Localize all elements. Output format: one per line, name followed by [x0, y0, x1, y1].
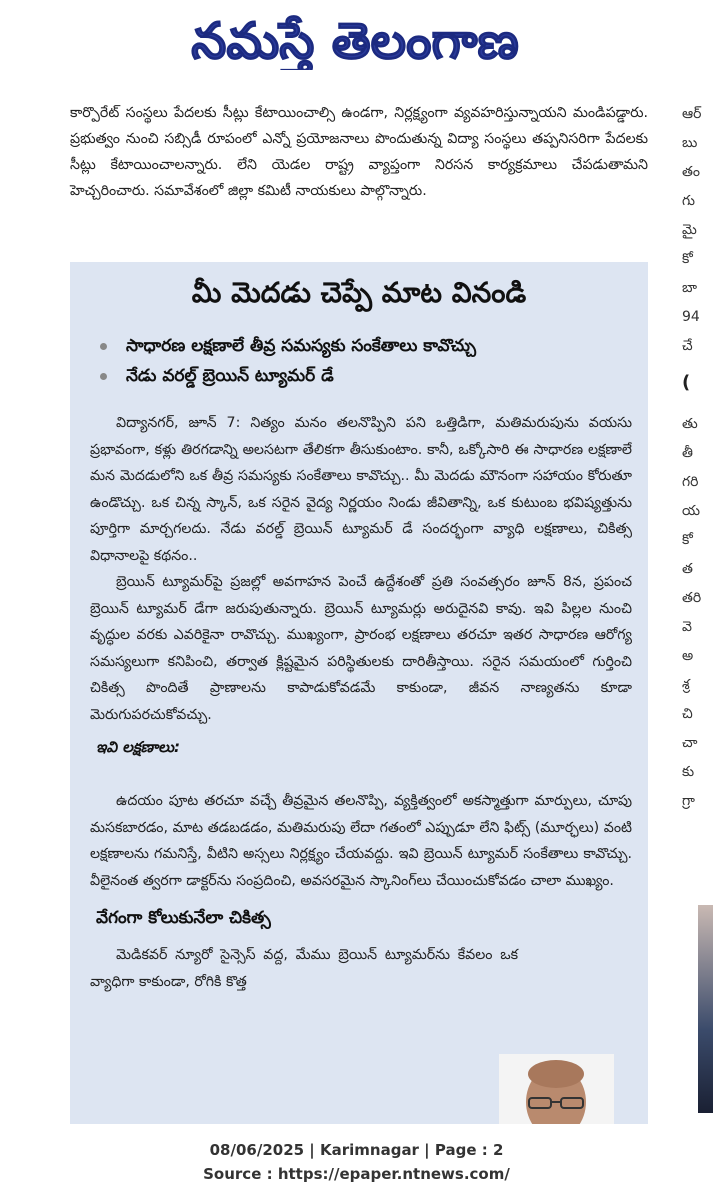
adjacent-line: య — [682, 503, 701, 519]
adjacent-line: ఆర్ — [682, 106, 702, 122]
adjacent-line: కు — [682, 764, 695, 780]
adjacent-line: మై — [682, 222, 697, 238]
doctor-portrait — [499, 1054, 614, 1124]
adjacent-line: చా — [682, 735, 698, 751]
symptoms-paragraph: ఉదయం పూట తరచూ వచ్చే తీవ్రమైన తలనొప్పి, వ్యక్తిత్వంలో అకస్మాత్తుగా మార్పులు, చూపు మసకబారడం, మాట తడబడడం, మతిమరుపు లేదా గతంలో ఎప్పుడూ లేని ఫిట్స్ (మూర్ఛలు) వంటి లక్షణాలను గమనిస్తే, వీటిని అస్సలు నిర్లక్ష్యం చేయవద్దు. ఇవి బ్రెయిన్ ట్యూమర్ సంకేతాలు కావొచ్చు. వీలైనంత త్వరగా డాక్టర్‌ను సంప్రదించి, అవసరమైన స్కానింగ్‌లు చేయించుకోవడం చాలా ముఖ్యం. — [90, 793, 632, 889]
adjacent-line: తీ — [682, 445, 693, 461]
article-paragraph: విద్యానగర్, జూన్ 7: నిత్యం మనం తలనొప్పిని పని ఒత్తిడిగా, మతిమరుపును వయసు ప్రభావంగా, కళ్లు తిరగడాన్ని అలసటగా తేలికగా తీసుకుంటాం. కానీ, ఒక్కోసారి ఈ సాధారణ లక్షణాలే మన మెదడులోని ఒక తీవ్ర సమస్యకు సంకేతాలు కావొచ్చు.. మీ మెదడు మౌనంగా సహాయం కోరుతూ ఉండొచ్చు. ఒక చిన్న స్కాన్, ఒక సరైన వైద్య నిర్ణయం నిండు జీవితాన్ని, ఒక కుటుంబ భవిష్యత్తును పూర్తిగా మార్చగలదు. నేడు వరల్డ్ బ్రెయిన్ ట్యూమర్ డే సందర్భంగా వ్యాధి లక్షణాలు, చికిత్స విధానాలపై కథనం.. — [90, 415, 632, 564]
adjacent-line: బు — [682, 135, 698, 151]
footer-edition: 08/06/2025 | Karimnagar | Page : 2 — [209, 1141, 504, 1159]
article-panel — [70, 262, 648, 1124]
adjacent-line: బా — [682, 280, 698, 296]
adjacent-column-bottom — [682, 410, 713, 816]
masthead-title: నమస్తే తెలంగాణ — [191, 12, 519, 70]
adjacent-line: త — [682, 561, 693, 577]
adjacent-line: 94 — [682, 309, 700, 325]
footer-source: Source : https://epaper.ntnews.com/ — [203, 1165, 510, 1183]
adjacent-line: తం — [682, 164, 700, 180]
intro-paragraph: కార్పొరేట్ సంస్థలు పేదలకు సీట్లు కేటాయించాల్సి ఉండగా, నిర్లక్ష్యంగా వ్యవహరిస్తున్నాయని మండిపడ్డారు. ప్రభుత్వం నుంచి సబ్సిడీ రూపంలో ఎన్నో ప్రయోజనాలు పొందుతున్న విద్యా సంస్థలు తప్పనిసరిగా పేదలకు సీట్లు కేటాయించాలన్నారు. లేని యెడల రాష్ట్ర వ్యాప్తంగా నిరసన కార్యక్రమాలు చేపడుతామని హెచ్చరించారు. సమావేశంలో జిల్లా కమిటీ నాయకులు పాల్గొన్నారు. — [70, 105, 648, 199]
masthead — [150, 4, 560, 70]
intro-text — [70, 100, 648, 204]
adjacent-line: గు — [682, 193, 696, 209]
adjacent-line: గరి — [682, 474, 699, 490]
adjacent-line: చే — [682, 338, 693, 354]
adjacent-line: తు — [682, 416, 698, 432]
adjacent-line: వె — [682, 619, 692, 635]
article-body — [90, 410, 632, 728]
article-headline: మీ మెదడు చెప్పే మాట వినండి — [191, 276, 527, 309]
doctor-photo — [499, 1054, 614, 1124]
adjacent-line: గ్రా — [682, 793, 695, 809]
adjacent-column-heading: ( — [682, 372, 691, 393]
treatment-paragraph: మెడికవర్ న్యూరో సైన్సెస్ వద్ద, మేము బ్రెయిన్ ట్యూమర్‌ను కేవలం ఒక వ్యాధిగా కాకుండా, రోగికి కొత్త — [90, 947, 518, 990]
subhead-symptoms: ఇవి లక్షణాలు: — [96, 738, 180, 756]
adjacent-line: తరి — [682, 590, 702, 606]
bullet-item: నేడు వరల్డ్ బ్రెయిన్ ట్యూమర్ డే — [100, 362, 648, 392]
adjacent-line: కో — [682, 251, 693, 267]
adjacent-line: కో — [682, 532, 693, 548]
symptoms-body — [90, 788, 632, 894]
article-paragraph: బ్రెయిన్ ట్యూమర్‌పై ప్రజల్లో అవగాహన పెంచే ఉద్దేశంతో ప్రతి సంవత్సరం జూన్ 8న, ప్రపంచ బ్రెయిన్ ట్యూమర్ డేగా జరుపుతున్నారు. బ్రెయిన్ ట్యూమర్లు అరుదైనవి కావు. ఇవి పిల్లల నుంచి వృద్ధుల వరకు ఎవరికైనా రావొచ్చు. ముఖ్యంగా, ప్రారంభ లక్షణాలు తరచూ ఇతర సాధారణ ఆరోగ్య సమస్యలుగా కనిపించి, తర్వాత క్లిష్టమైన పరిస్థితులకు దారితీస్తాయి. సరైన సమయంలో గుర్తించి చికిత్స పొందితే ప్రాణాలను కాపాడుకోవడమే కాకుండా, జీవన నాణ్యతను కూడా మెరుగుపరచుకోవచ్చు. — [90, 574, 632, 723]
adjacent-line: అ — [682, 648, 694, 664]
subhead-treatment: వేగంగా కోలుకునేలా చికిత్స — [96, 908, 271, 928]
masthead-logo — [150, 4, 560, 70]
adjacent-line: చి — [682, 706, 693, 722]
bullet-list — [100, 332, 648, 392]
adjacent-photo — [698, 905, 713, 1113]
bullet-item: సాధారణ లక్షణాలే తీవ్ర సమస్యకు సంకేతాలు కావొచ్చు — [100, 332, 648, 362]
adjacent-line: శ్ర — [682, 677, 690, 693]
adjacent-column-top — [682, 100, 713, 361]
